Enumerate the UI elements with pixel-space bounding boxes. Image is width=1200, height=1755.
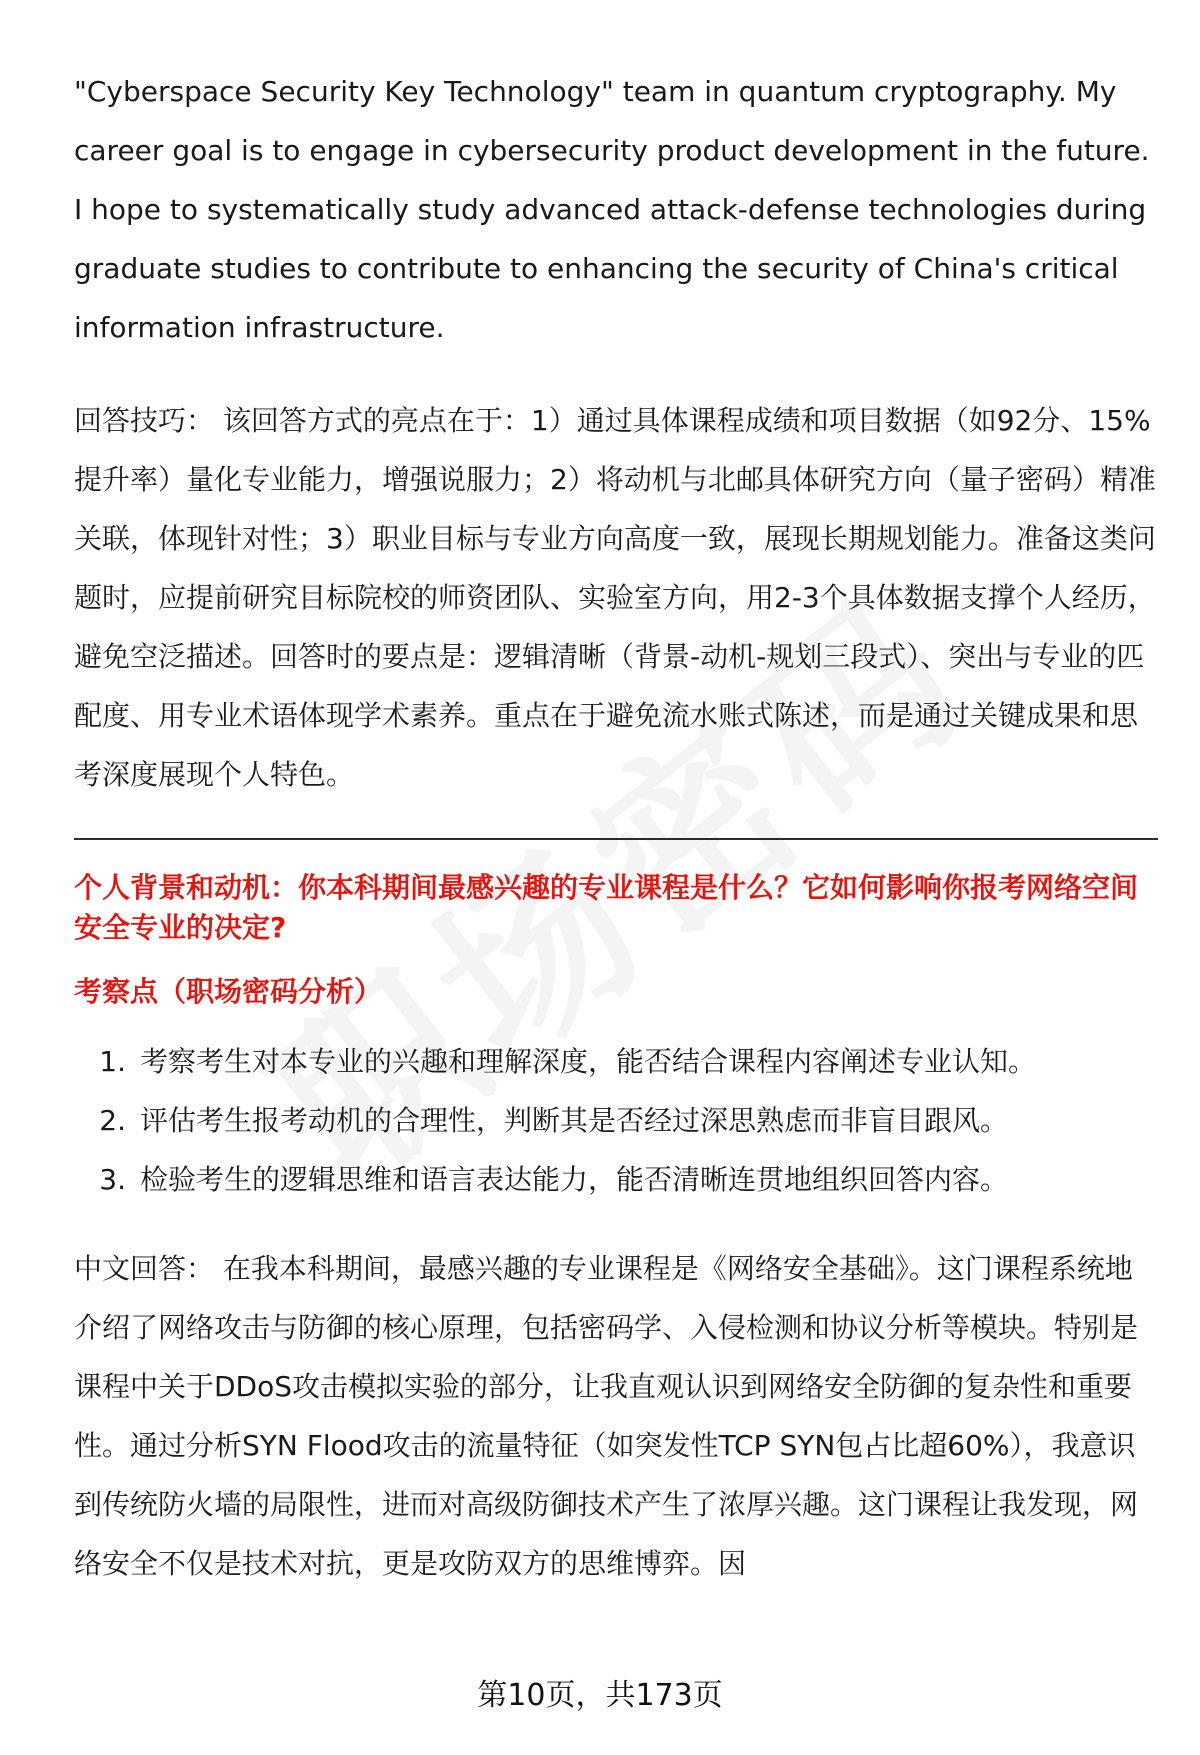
list-item <box>74 1032 1158 1091</box>
answer-label: 中文回答： <box>74 1252 215 1285</box>
list-item-text: 检验考生的逻辑思维和语言表达能力，能否清晰连贯地组织回答内容。 <box>140 1163 1009 1196</box>
answer-text: 在我本科期间，最感兴趣的专业课程是《网络安全基础》。这门课程系统地介绍了网络攻击与防御的核心原理，包括密码学、入侵检测和协议分析等模块。特别是课程中关于DDoS攻击模拟实验的部分，让我直观认识到网络安全防御的复杂性和重要性。通过分析SYN Flood攻击的流量特征（如突发性TCP SYN包占比超60%），我意识到传统防火墙的局限性，进而对高级防御技术产生了浓厚兴趣。这门课程让我发现，网络安全不仅是技术对抗，更是攻防双方的思维博弈。因 <box>74 1252 1139 1580</box>
tips-paragraph <box>74 391 1158 804</box>
list-item <box>74 1150 1158 1209</box>
section-divider <box>74 838 1158 840</box>
assessment-points-list <box>74 1032 1158 1209</box>
intro-paragraph-en: "Cyberspace Security Key Technology" team in quantum cryptography. My career goal is to engage in cybersecurity product development in the future. I hope to systematically study advanced attack-defense technologies during graduate studies to contribute to enhancing the security of China's critical information infrastructure. <box>74 75 1150 344</box>
page-footer: 第10页，共173页 <box>477 1678 723 1713</box>
list-item-text: 考察考生对本专业的兴趣和理解深度，能否结合课程内容阐述专业认知。 <box>140 1045 1037 1078</box>
question-title: 个人背景和动机：你本科期间最感兴趣的专业课程是什么？它如何影响你报考网络空间安全专业的决定? <box>74 871 1139 944</box>
answer-paragraph <box>74 1239 1158 1593</box>
tips-label: 回答技巧： <box>74 404 215 437</box>
tips-text: 该回答方式的亮点在于：1）通过具体课程成绩和项目数据（如92分、15%提升率）量化专业能力，增强说服力；2）将动机与北邮具体研究方向（量子密码）精准关联，体现针对性；3）职业目标与专业方向高度一致，展现长期规划能力。准备这类问题时，应提前研究目标院校的师资团队、实验室方向，用2-3个具体数据支撑个人经历，避免空泛描述。回答时的要点是：逻辑清晰（背景-动机-规划三段式）、突出与专业的匹配度、用专业术语体现学术素养。重点在于避免流水账式陈述，而是通过关键成果和思考深度展现个人特色。 <box>74 404 1156 791</box>
assessment-points-title: 考察点（职场密码分析） <box>74 975 383 1008</box>
list-item-number: 3. <box>99 1163 126 1196</box>
list-item <box>74 1091 1158 1150</box>
list-item-text: 评估考生报考动机的合理性，判断其是否经过深思熟虑而非盲目跟风。 <box>140 1104 1009 1137</box>
list-item-number: 1. <box>99 1045 126 1078</box>
document-page <box>74 62 1158 1593</box>
list-item-number: 2. <box>99 1104 126 1137</box>
